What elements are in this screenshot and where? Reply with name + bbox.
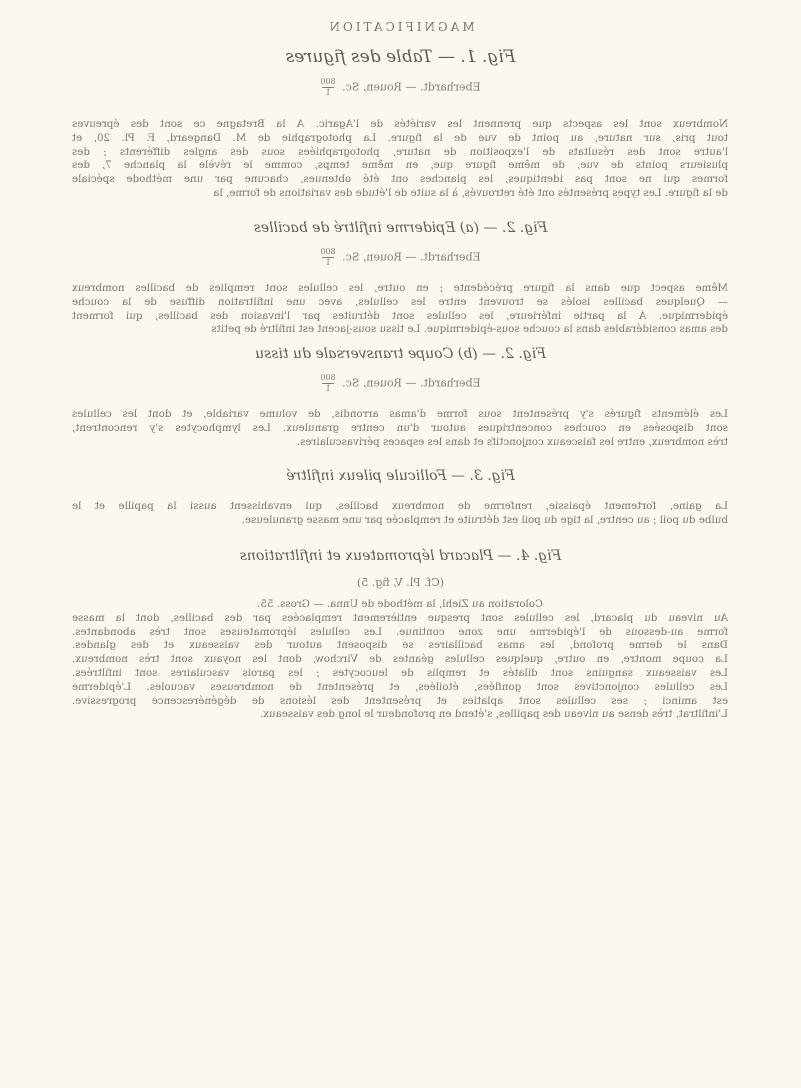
section-credit [0, 374, 801, 393]
section-credit: (Cf. Pl. V, fig. 5) [357, 576, 444, 589]
magnification-fraction [320, 374, 335, 393]
section-credit-text: Eberhardt. — Rouen, Sc. [342, 376, 481, 390]
text-line: des amas considérables dans la couche sous-épidermique. Le tissu sous-jacent est infiltré de petits [211, 323, 728, 336]
text-line: l'autre sont des résultats de l'exposition de nature, photographiées sous des angles différents ; des [72, 145, 728, 158]
fraction-numerator: 800 [320, 247, 336, 256]
text-line: — Quelques bacilles isolés se trouvent entre les cellules, avec une infiltration diffuse de la couche [72, 295, 728, 308]
text-line: est aminci ; ses cellules sont aplaties et présentent des lésions de dégénérescence progressive. [72, 694, 728, 707]
text-line: sont disposées en couches concentriques autour d'un centre granuleux. Les lymphocytes s'y rencontrent, [72, 421, 728, 434]
fraction-numerator: 800 [320, 77, 336, 86]
text-line: bulbe du poil ; au centre, la tige du poil est détruite et remplacée par une masse granuleuse. [241, 513, 728, 526]
section-paragraph [72, 408, 728, 449]
chapter-credit-text: Eberhardt. — Rouen, Sc. [342, 80, 481, 94]
section-title: Fig. 3. — Follicule pileux infiltré [286, 468, 515, 484]
chapter-credit [0, 78, 801, 97]
text-line: tout pris, sur nature, au point de vue de la figure. La photographie de M. Dangeard, F. Pl. 20, et [72, 131, 728, 144]
intro-paragraph [72, 118, 728, 201]
text-line: Même aspect que dans la figure précédente ; en outre, les cellules sont remplies de bacilles nombreux [72, 282, 728, 294]
section-paragraph [72, 500, 728, 528]
text-line: Dans le derme profond, les amas bacillaires se disposent autour des vaisseaux et des glandes. [72, 639, 728, 652]
text-line: Les cellules conjonctives sont gonflées, étoilées, et présentent de nombreuses vacuoles. L'épiderme [72, 680, 728, 693]
text-line: forme au-dessous de l'épiderme une zone continue. Les cellules lépromateuses sont très abondantes. [72, 625, 728, 638]
text-line: La gaine, fortement épaissie, renferme de nombreux bacilles, qui envahissent aussi la papille et le [72, 500, 728, 512]
fraction-denominator: 1 [325, 384, 331, 393]
fraction-numerator: 800 [320, 373, 336, 382]
section-title: Fig. 2. — (b) Coupe transversale du tissu [255, 346, 546, 362]
text-line: épidermique. À la partie inférieure, les cellules sont détruites par l'invasion des bacilles, qui forment [72, 309, 728, 322]
section-title: Fig. 4. — Placard lépromateux et infiltrations [239, 548, 562, 564]
fraction-denominator: 1 [325, 88, 331, 97]
text-line: formes qui ne sont pas identiques, les planches ont été obtenues, chacune par une méthode spéciale [72, 173, 728, 186]
fraction-denominator: 1 [325, 258, 331, 267]
section-paragraph [72, 282, 728, 337]
text-line: plusieurs points de vue, de même figure que, en même temps, comme le révèle la planche 7, des [72, 159, 728, 172]
section-title: Fig. 2. — (a) Epiderme infiltré de bacilles [253, 220, 548, 236]
section-paragraph [72, 598, 728, 722]
text-line: L'infiltrat, très dense au niveau des papilles, s'étend en profondeur le long des vaisseaux. [259, 708, 728, 721]
running-head: MAGNIFICATION [326, 20, 475, 34]
magnification-fraction [320, 248, 335, 267]
text-line: Nombreux sont les aspects que prennent les variétés de l'Agaric. A la Bretagne ce sont des épreuves [72, 118, 728, 130]
chapter-title: Fig. 1. — Table des figures [285, 47, 516, 67]
text-line: Coloration au Ziehl, la méthode de Unna. — Gross. 55. [257, 598, 543, 610]
text-line: Au niveau du placard, les cellules sont presque entièrement remplacées par des bacilles, dont la masse [72, 611, 728, 624]
text-line: La coupe montre, en outre, quelques cellules géantes de Virchow, dont les noyaux sont très nombreux. [72, 653, 728, 666]
text-line: de la figure. Les types présentés ont été retrouvés, à la suite de l'étude des variations de forme, la [213, 186, 728, 199]
section-credit [0, 248, 801, 267]
text-line: Les éléments figurés s'y présentent sous forme d'amas arrondis, de volume variable, et dont les cellules [72, 408, 728, 420]
magnification-fraction [320, 78, 335, 97]
section-credit-text: Eberhardt. — Rouen, Sc. [342, 250, 481, 264]
text-line: Les vaisseaux sanguins sont dilatés et remplis de leucocytes ; les parois vasculaires sont infiltrées. [72, 666, 728, 679]
text-line: très nombreux, entre les faisceaux conjonctifs et dans les espaces périvasculaires. [296, 435, 728, 448]
